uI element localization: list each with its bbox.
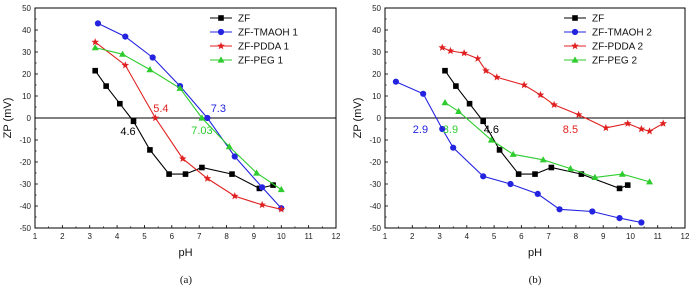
data-point [535,191,541,197]
y-tick-label: 30 [22,48,31,57]
y-tick-label: 50 [22,4,31,13]
legend-entry: ZF [592,13,605,25]
annotation-label: 7.03 [191,125,213,138]
data-point [166,171,172,177]
x-tick-label: 11 [653,232,662,241]
data-point [619,171,626,177]
y-tick-label: 0 [26,114,31,123]
y-tick-label: 40 [22,26,31,35]
series-line-zf-peg-2 [442,103,650,182]
y-tick-label: 20 [372,70,381,79]
data-point [258,201,266,208]
legend-entry: ZF [238,13,251,25]
y-tick-label: 40 [372,26,381,35]
x-tick-label: 6 [519,232,524,241]
data-point [646,127,654,134]
series-line-zf-tmaoh-2 [396,82,641,223]
panel-caption: (a) [179,274,193,286]
data-point [204,115,210,121]
data-point [556,206,562,212]
legend [210,14,298,67]
x-tick-label: 9 [600,232,606,241]
data-point [231,192,239,199]
legend-marker [218,15,224,21]
data-point [453,83,459,89]
x-tick-label: 6 [169,232,175,241]
y-tick-label: 50 [372,4,381,13]
legend-entry: ZF-TMAOH 2 [592,27,652,39]
data-point [146,66,153,72]
x-tick-label: 10 [276,232,286,241]
data-point [474,55,482,62]
annotation-label: 7.3 [210,103,226,116]
y-tick-label: 0 [376,114,381,123]
y-tick-label: 10 [22,92,31,101]
data-point [450,145,456,151]
data-point [199,165,205,171]
x-tick-label: 5 [491,232,497,241]
x-tick-label: 3 [87,232,92,241]
y-tick-label: -40 [19,202,31,211]
data-point [467,101,473,107]
legend-entry: ZF-PEG 1 [238,55,284,67]
legend-marker [218,29,224,35]
y-tick-label: -30 [19,180,31,189]
data-point [460,49,468,56]
data-point [616,215,622,221]
y-axis-label: ZP (mV) [2,97,14,139]
annotation-label: 4.6 [483,124,500,136]
data-point [575,111,583,118]
x-tick-label: 10 [626,232,635,241]
data-point [442,99,449,105]
annotation-label: 3.9 [442,124,459,136]
x-tick-label: 8 [573,232,579,241]
chart-panel-a [2,4,341,286]
data-point [510,151,517,157]
data-point [549,165,555,171]
y-tick-label: -10 [369,136,381,145]
y-tick-label: -40 [369,202,381,211]
data-point [92,44,99,50]
annotation-label: 4.6 [120,126,136,139]
annotation-label: 8.5 [562,124,579,136]
annotation-label: 5.4 [153,103,169,116]
x-tick-label: 2 [60,232,65,241]
x-axis-label: pH [178,247,193,259]
y-tick-label: -30 [369,180,381,189]
data-point [131,119,137,125]
legend-entry: ZF-PDDA 1 [238,41,290,53]
panel-caption: (b) [528,274,542,286]
data-point [516,171,522,177]
data-point [117,101,123,107]
data-point [442,68,448,74]
x-tick-label: 7 [546,232,551,241]
x-tick-label: 3 [437,232,442,241]
x-tick-label: 7 [196,232,202,241]
legend-entry: ZF-PDDA 2 [592,41,644,53]
series-line-zf [442,71,628,189]
x-tick-label: 12 [680,232,690,241]
data-point [602,124,610,131]
data-point [659,120,667,127]
y-tick-label: -20 [369,158,381,167]
data-point [507,181,513,187]
x-tick-label: 12 [331,232,341,241]
data-point [617,186,623,192]
data-point [259,184,265,190]
data-point [92,68,98,74]
x-tick-label: 8 [224,232,229,241]
x-tick-label: 11 [304,232,313,241]
data-point [493,73,501,80]
legend-marker [572,29,578,35]
y-tick-label: 30 [372,48,381,57]
chart-panel-b [352,4,690,286]
legend [564,14,652,67]
x-axis-label: pH [527,247,543,259]
x-tick-label: 4 [464,232,470,241]
data-point [278,186,285,192]
data-point [497,147,503,153]
data-point [624,120,632,127]
y-tick-label: -50 [19,224,31,233]
data-point [438,44,446,51]
legend-marker [217,42,225,49]
data-point [122,34,128,40]
data-point [589,208,595,214]
data-point [183,171,189,177]
x-tick-label: 5 [142,232,147,241]
legend-entry: ZF-PEG 2 [592,55,638,67]
x-tick-label: 2 [410,232,415,241]
data-point [393,79,399,85]
y-tick-label: -50 [369,224,381,233]
series-line-zf-peg-1 [95,48,284,190]
y-tick-label: 20 [22,70,31,79]
data-point [103,83,109,89]
legend-entry: ZF-TMAOH 1 [238,27,298,39]
data-point [95,20,101,26]
data-point [277,205,285,212]
data-point [625,182,631,188]
x-tick-label: 9 [251,232,257,241]
data-point [532,171,538,177]
y-tick-label: -20 [19,158,31,167]
y-axis-label: ZP (mV) [352,97,364,139]
x-tick-label: 4 [114,232,120,241]
data-point [420,91,426,97]
data-point [638,125,646,132]
x-tick-label: 1 [32,232,38,241]
legend-marker [572,15,578,21]
data-point [147,147,153,153]
x-tick-label: 1 [382,232,388,241]
annotation-label: 2.9 [412,124,429,136]
data-point [455,108,462,114]
data-point [447,47,455,54]
y-tick-label: -10 [19,136,31,145]
y-tick-label: 10 [372,92,381,101]
data-point [150,54,156,60]
data-point [550,101,558,108]
data-point [229,171,235,177]
data-point [638,219,644,225]
data-point [122,61,130,68]
legend-marker [571,42,579,49]
data-point [480,173,486,179]
